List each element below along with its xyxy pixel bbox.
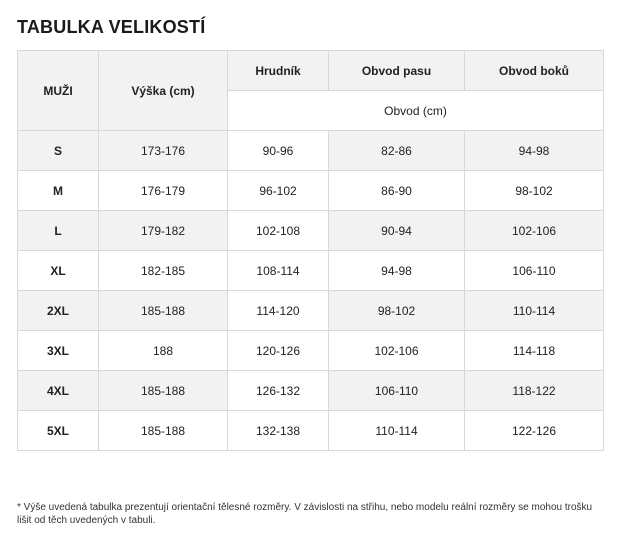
hips-cell: 110-114	[465, 291, 604, 331]
size-chart-table	[17, 50, 604, 451]
height-cell: 176-179	[99, 171, 228, 211]
chest-cell: 114-120	[228, 291, 329, 331]
size-cell: 2XL	[18, 291, 99, 331]
height-cell: 185-188	[99, 411, 228, 451]
chest-cell: 96-102	[228, 171, 329, 211]
hips-cell: 102-106	[465, 211, 604, 251]
header-height: Výška (cm)	[99, 51, 228, 131]
hips-cell: 106-110	[465, 251, 604, 291]
chest-cell: 102-108	[228, 211, 329, 251]
size-cell: M	[18, 171, 99, 211]
table-row	[18, 211, 604, 251]
height-cell: 179-182	[99, 211, 228, 251]
size-cell: 4XL	[18, 371, 99, 411]
table-row	[18, 251, 604, 291]
waist-cell: 106-110	[329, 371, 465, 411]
hips-cell: 118-122	[465, 371, 604, 411]
page-title: TABULKA VELIKOSTÍ	[17, 17, 206, 37]
header-chest: Hrudník	[228, 51, 329, 91]
hips-cell: 122-126	[465, 411, 604, 451]
waist-cell: 86-90	[329, 171, 465, 211]
header-circumference: Obvod (cm)	[228, 91, 604, 131]
table-row	[18, 171, 604, 211]
size-cell: L	[18, 211, 99, 251]
header-waist: Obvod pasu	[329, 51, 465, 91]
chest-cell: 132-138	[228, 411, 329, 451]
size-cell: 3XL	[18, 331, 99, 371]
height-cell: 185-188	[99, 291, 228, 331]
waist-cell: 82-86	[329, 131, 465, 171]
chest-cell: 120-126	[228, 331, 329, 371]
chest-cell: 90-96	[228, 131, 329, 171]
table-row	[18, 131, 604, 171]
header-gender: MUŽI	[18, 51, 99, 131]
table-row	[18, 291, 604, 331]
table-row	[18, 411, 604, 451]
hips-cell: 94-98	[465, 131, 604, 171]
height-cell: 182-185	[99, 251, 228, 291]
hips-cell: 114-118	[465, 331, 604, 371]
height-cell: 188	[99, 331, 228, 371]
header-hips: Obvod boků	[465, 51, 604, 91]
hips-cell: 98-102	[465, 171, 604, 211]
table-row	[18, 331, 604, 371]
waist-cell: 90-94	[329, 211, 465, 251]
waist-cell: 94-98	[329, 251, 465, 291]
table-row	[18, 371, 604, 411]
waist-cell: 110-114	[329, 411, 465, 451]
waist-cell: 98-102	[329, 291, 465, 331]
chest-cell: 126-132	[228, 371, 329, 411]
footnote: * Výše uvedená tabulka prezentují orientační tělesné rozměry. V závislosti na střihu, nebo modelu reální rozměry se mohou trošku lišit od těch uvedených v tabuli.	[17, 502, 593, 526]
size-cell: XL	[18, 251, 99, 291]
size-cell: S	[18, 131, 99, 171]
waist-cell: 102-106	[329, 331, 465, 371]
height-cell: 173-176	[99, 131, 228, 171]
height-cell: 185-188	[99, 371, 228, 411]
size-cell: 5XL	[18, 411, 99, 451]
chest-cell: 108-114	[228, 251, 329, 291]
